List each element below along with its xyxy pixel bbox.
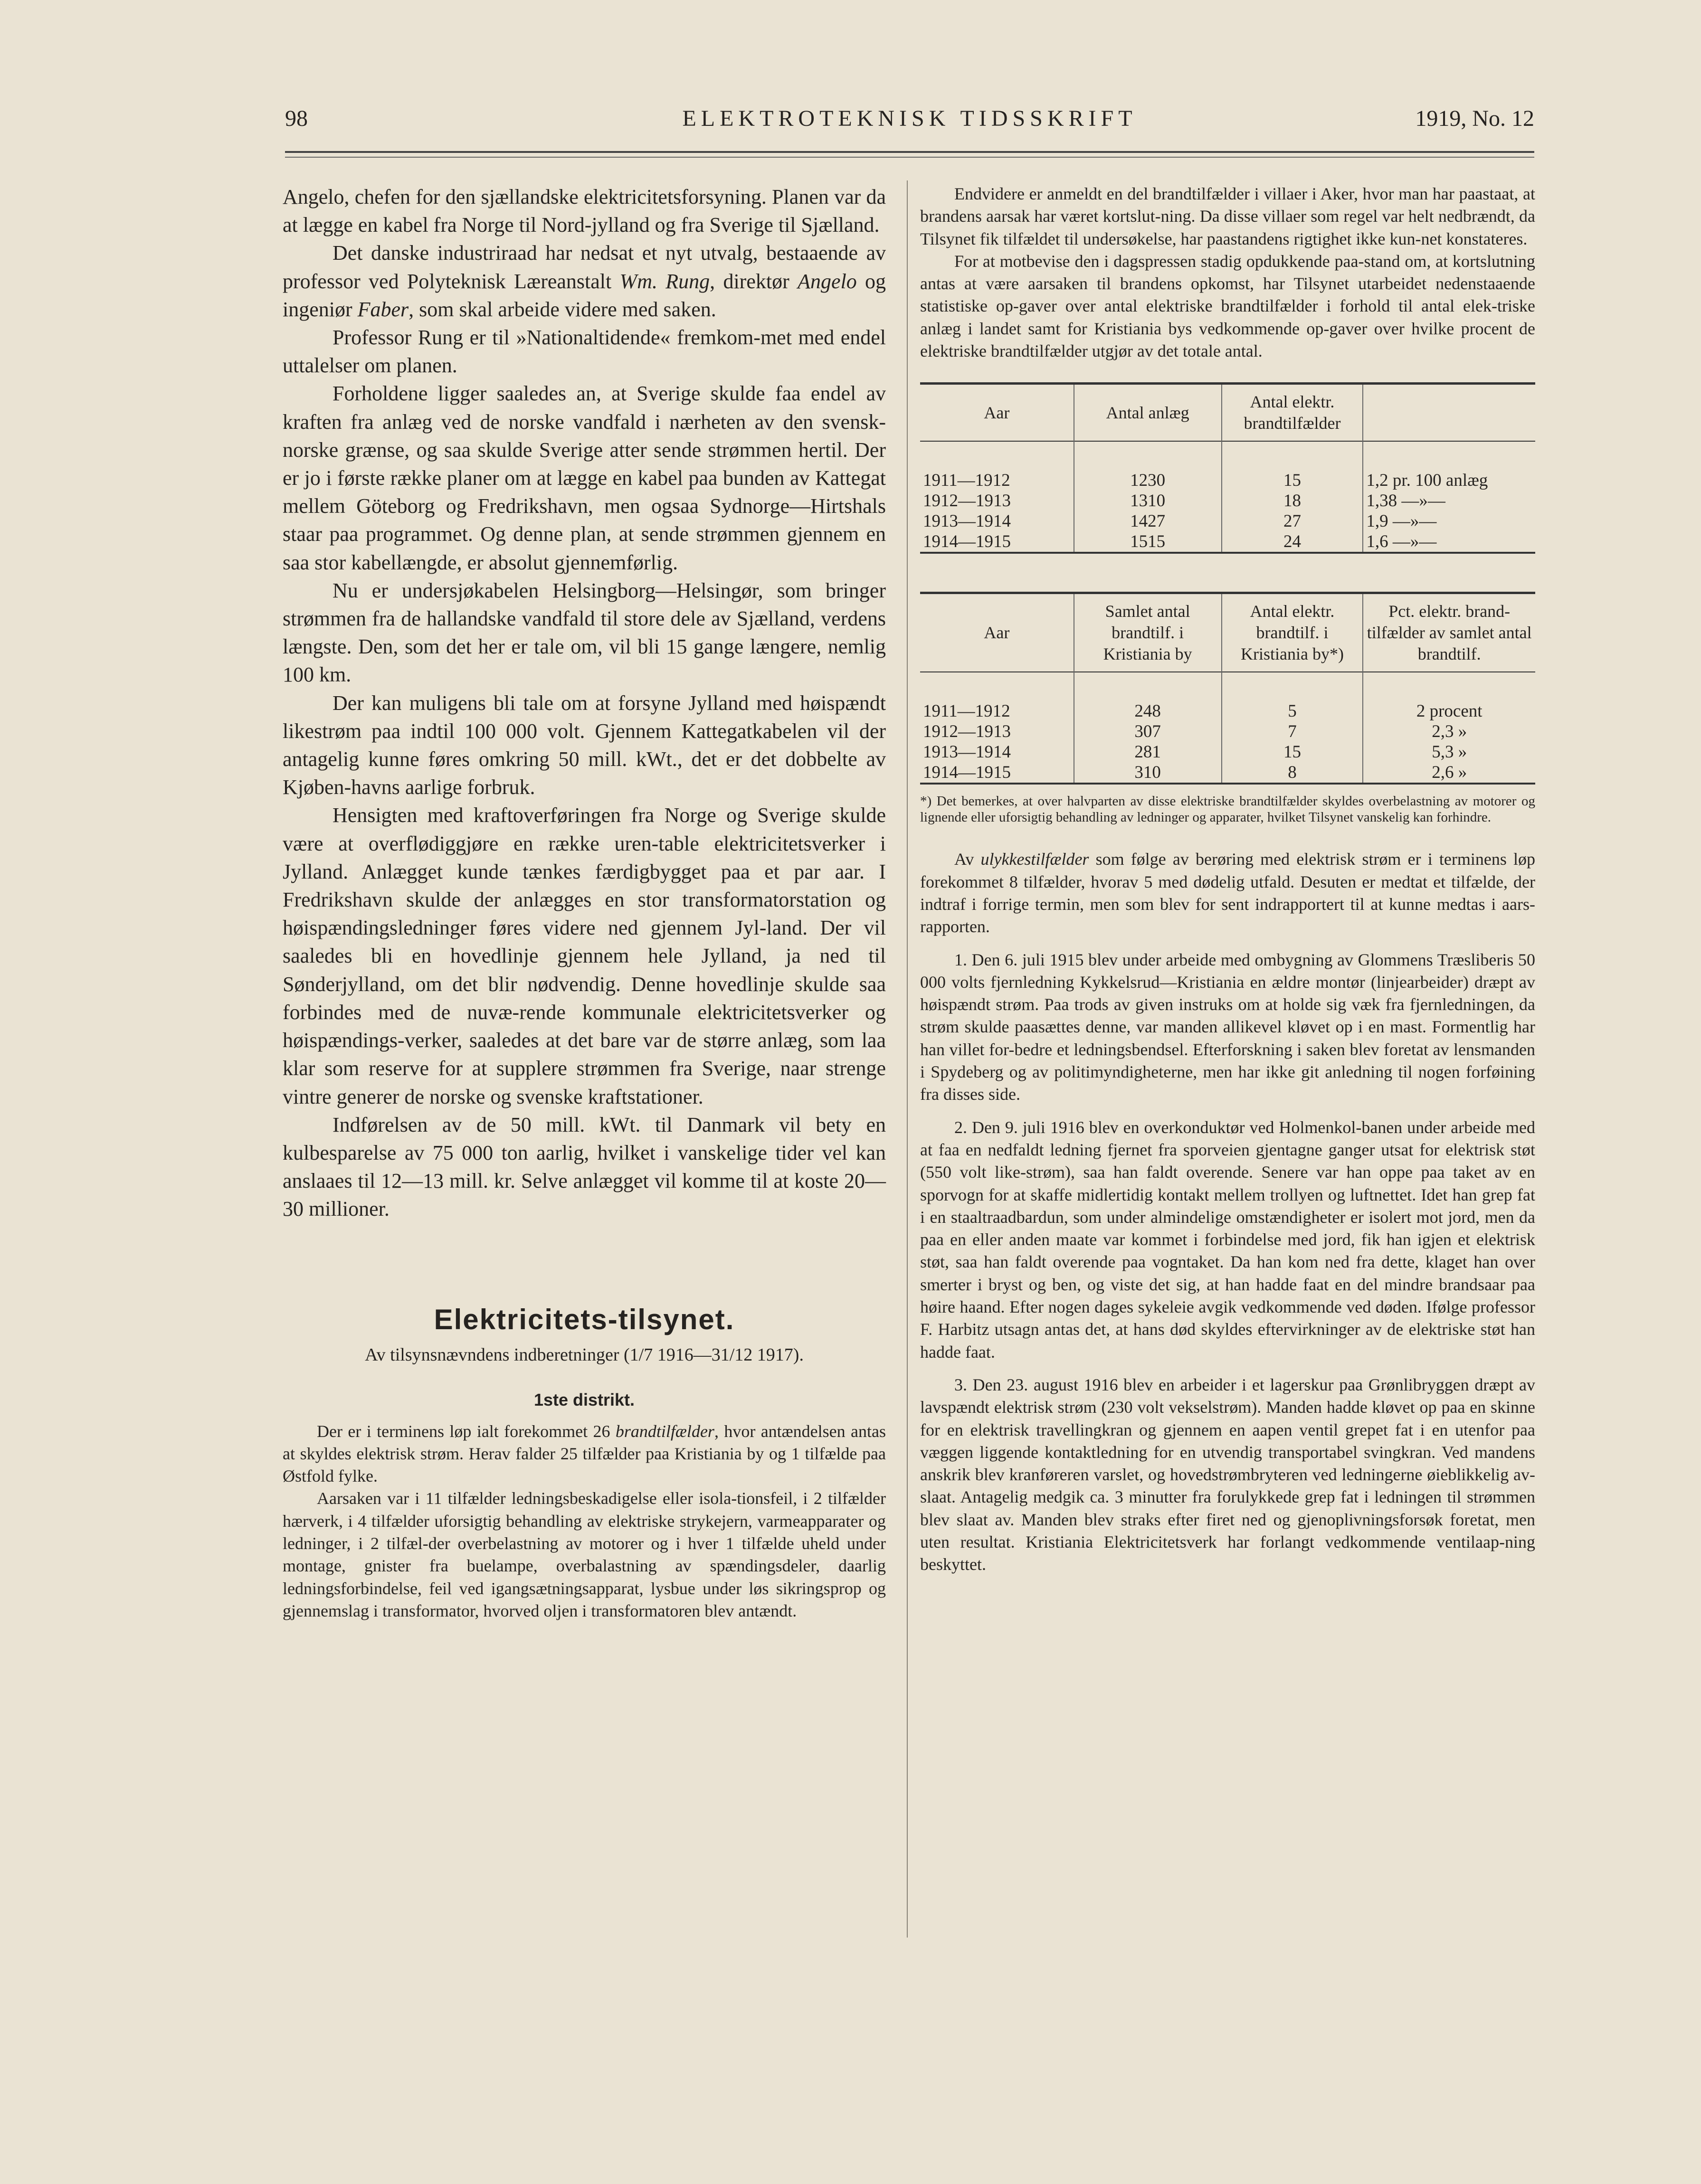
- table-row: 1914—1915 310 8 2,6 »: [920, 762, 1535, 784]
- table-row: 1914—1915 1515 24 1,6 —»—: [920, 531, 1535, 553]
- page-number: 98: [285, 106, 308, 131]
- paragraph: Der er i terminens løp ialt forekommet 26 brandtilfælder, hvor antændelsen antas at skyldes elektrisk strøm. Herav falder 25 tilfælder paa Kristiania by og 1 tilfælde paa Østfold fylke.: [283, 1421, 886, 1486]
- left-column: [283, 183, 886, 1622]
- paragraph: Hensigten med kraftoverføringen fra Norge og Sverige skulde være at overflødiggjøre en række uren-table elektricitetsverker i Jylland. Anlægget kunde tænkes færdigbygget paa et par aar. I Fredrikshavn skulde der anlægges en stor transformatorstation og høispændingsledninger føres videre ned gjennem Jyl-land. Der vil saaledes bli en hovedlinje gjennem hele Jylland, ja ned til Sønderjylland, om det blir nødvendig. Denne hovedlinje skulde saa forbindes med de nuvæ-rende kommunale elektricitetsverker og høispændings-verker, saaledes at det bare var de større anlæg, som laa klar som reserve for at supplere strømmen fra Sverige, naar strenge vintre generer de norske og svenske kraftstationer.: [283, 804, 886, 1108]
- table-row: 1913—1914 281 15 5,3 »: [920, 742, 1535, 762]
- table-header: [1363, 384, 1535, 442]
- paragraph: Endvidere er anmeldt en del brandtilfælder i villaer i Aker, hvor man har paastaat, at brandens aarsak har været kortslut-ning. Da disse villaer som regel var helt nedbrændt, da Tilsynet fik tilfældet til undersøkelse, har paastandens rigtighet ikke kun-net konstateres.: [920, 184, 1535, 248]
- paragraph: Indførelsen av de 50 mill. kWt. til Danmark vil bety en kulbesparelse av 75 000 ton aarlig, hvilket i vanskelige tider vel kan anslaaes til 12—13 mill. kr. Selve anlægget vil komme til at koste 20—30 millioner.: [283, 1113, 886, 1221]
- journal-title: ELEKTROTEKNISK TIDSSKRIFT: [682, 106, 1137, 131]
- table-row: 1913—1914 1427 27 1,9 —»—: [920, 511, 1535, 531]
- table-row: 1911—1912 248 5 2 procent: [920, 672, 1535, 721]
- kristiania-fire-table: [920, 592, 1535, 785]
- table-row: 1911—1912 1230 15 1,2 pr. 100 anlæg: [920, 441, 1535, 491]
- paragraph: Av ulykkestilfælder som følge av berøring med elektrisk strøm er i terminens løp forekommet 8 tilfælder, hvorav 5 med dødelig utfald. Desuten er medtat et tilfælde, der indtraf i forrige termin, men som blev for sent indrapportert til at kunne medtas i aars-rapporten.: [920, 850, 1536, 936]
- table-header: Antal elektr. brandtilfælder: [1222, 384, 1363, 442]
- paragraph: 2. Den 9. juli 1916 blev en overkonduktør ved Holmenkol-banen under arbeide med at faa en nedfaldt ledning fjernet fra sporveien gjentagne ganger utsat for elektrisk støt (550 volt like-strøm), saa han faldt overende. Senere var han oppe paa taket av en sporvogn for at skaffe midlertidig kontakt mellem trollyen og luftnettet. Idet han grep fat i en staaltraadbardun, som under almindelige omstændigheter er isolert mot jord, men da paa en eller anden maate var kommet i forbindelse med jord, fik han igjen et elektrisk støt, saa han faldt overende paa vogntaket. Da han kom ned fra dette, klaget han over smerter i bryst og ben, og viste det sig, at han hadde faat en del mindre brandsaar paa høire haand. Efter nogen dages sykeleie avgik vedkommende ved døden. Ifølge professor F. Harbitz utsagn antas det, at hans død skyldes eftervirkninger av de elektriske støt han hadde faat.: [920, 1117, 1535, 1361]
- page-header: [285, 105, 1534, 139]
- section-subtitle: Av tilsynsnævndens indberetninger (1/7 1916—31/12 1917).: [365, 1344, 804, 1365]
- header-rule-thin: [285, 157, 1534, 158]
- table-header: Pct. elektr. brand-tilfælder av samlet antal brandtilf.: [1363, 593, 1535, 672]
- header-rule: [285, 151, 1534, 153]
- table-footnote: *) Det bemerkes, at over halvparten av disse elektriske brandtilfælder skyldes overbelastning av motorer og lignende eller uforsigtig behandling av ledninger og apparater, hvilket Tilsynet vanskelig kan forhindre.: [920, 794, 1535, 825]
- section-title: Elektricitets-tilsynet.: [434, 1303, 735, 1335]
- paragraph: For at motbevise den i dagspressen stadig opdukkende paa-stand om, at kortslutning antas at være aarsaken til brandens opkomst, har Tilsynet utarbeidet nedenstaaende statistiske op-gaver over antal elektriske brandtilfælder i forhold til antal elek-triske anlæg i landet samt for Kristiania bys vedkommende op-gaver over hvilke procent de elektriske brandtilfælder utgjør av det totale antal.: [920, 251, 1535, 361]
- column-divider: [907, 180, 908, 1938]
- table-header: Aar: [984, 623, 1010, 643]
- fire-statistics-table: [920, 382, 1535, 554]
- table-row: 1912—1913 1310 18 1,38 —»—: [920, 491, 1535, 511]
- issue-label: 1919, No. 12: [1415, 106, 1534, 131]
- paragraph: Professor Rung er til »Nationaltidende« fremkom-met med endel uttalelser om planen.: [283, 326, 886, 378]
- paragraph: Der kan muligens bli tale om at forsyne Jylland med høispændt likestrøm paa indtil 100 000 volt. Gjennem Kattegatkabelen vil der antagelig kunne føres omkring 50 mill. kWt., det er det dobbelte av Kjøben-havns aarlige forbruk.: [283, 691, 886, 799]
- district-heading: 1ste distrikt.: [533, 1390, 635, 1409]
- table-header: Aar: [984, 403, 1010, 422]
- paragraph: 1. Den 6. juli 1915 blev under arbeide med ombygning av Glommens Træsliberis 50 000 volts fjernledning Kykkelsrud—Kristiania en ældre montør (linjearbeider) dræpt av høispændt strøm. Paa trods av given instruks om at holde sig væk fra fjernledningen, da strøm skulde paasættes denne, var manden allikevel kløvet op i en mast. Formentlig har han villet for-bedre et ledningsbendsel. Efterforskning i saken blev foretat av lensmanden i Spydeberg og av politimyndigheterne, men har ikke git anledning til nogen forføining fra disses side.: [920, 950, 1535, 1104]
- paragraph: Angelo, chefen for den sjællandske elektricitetsforsyning. Planen var da at lægge en kabel fra Norge til Nord-jylland og fra Sverige til Sjælland.: [283, 185, 886, 237]
- table-header: Antal elektr. brandtilf. i Kristiania by*): [1222, 593, 1363, 672]
- paragraph: Nu er undersjøkabelen Helsingborg—Helsingør, som bringer strømmen fra de hallandske vandfald til store dele av Sjælland, verdens længste. Den, som det her er tale om, vil bli 15 gange længere, nemlig 100 km.: [283, 578, 886, 687]
- paragraph: Aarsaken var i 11 tilfælder ledningsbeskadigelse eller isola-tionsfeil, i 2 tilfælder hærverk, i 4 tilfælder uforsigtig behandling av elektriske strykejern, varmeapparater og ledninger, i 2 tilfæl-der overbelastning av motorer og i hver 1 tilfælde uheld under montage, gnister fra buelampe, overbalastning av spændingsdeler, daarlig ledningsforbindelse, feil ved igangsætningsapparat, lysbue under løs sikringsprop og gjennemslag i transformator, hvorved oljen i transformatoren blev antændt.: [283, 1489, 886, 1620]
- table-row: 1912—1913 307 7 2,3 »: [920, 721, 1535, 742]
- right-column: [920, 183, 1535, 1576]
- paragraph: Det danske industriraad har nedsat et nyt utvalg, bestaaende av professor ved Polyteknisk Læreanstalt Wm. Rung, direktør Angelo og ingeniør Faber, som skal arbeide videre med saken.: [283, 241, 886, 321]
- paragraph: 3. Den 23. august 1916 blev en arbeider i et lagerskur paa Grønlibryggen dræpt av lavspændt elektrisk strøm (230 volt vekselstrøm). Manden hadde kløvet op paa en skinne for en elektrisk travellingkran og gjennem en aapen ventil grepet fat i en utenfor paa væggen liggende kontaktledning for en utvendig transportabel svingkran. Ved mandens anskrik blev kranføreren varslet, og hovedstrømbryteren ved ledningerne øieblikkelig av-slaat. Antagelig medgik ca. 3 minutter fra forulykkede grep fat i ledningen til strømmen blev slaat av. Manden blev straks efter firet ned og gjenoplivningsforsøk foretat, men uten resultat. Kristiania Elektricitetsverk har forlangt vedkommende ventilaap-ning beskyttet.: [920, 1375, 1535, 1574]
- paragraph: Forholdene ligger saaledes an, at Sverige skulde faa endel av kraften fra anlæg ved de norske vandfald i nærheten av den svensk-norske grænse, og saa skulde Sverige atter sende strømmen hertil. Der er jo i første række planer om at lægge en kabel paa bunden av Kattegat mellem Göteborg og Fredrikshavn, men ogsaa Sydnorge—Hirtshals staar paa programmet. Og denne plan, at sende strømmen gjennem en saa stor kabellængde, er absolut gjennemførlig.: [283, 382, 886, 574]
- table-header: Antal anlæg: [1074, 384, 1222, 442]
- table-header: Samlet antal brandtilf. i Kristiania by: [1074, 593, 1222, 672]
